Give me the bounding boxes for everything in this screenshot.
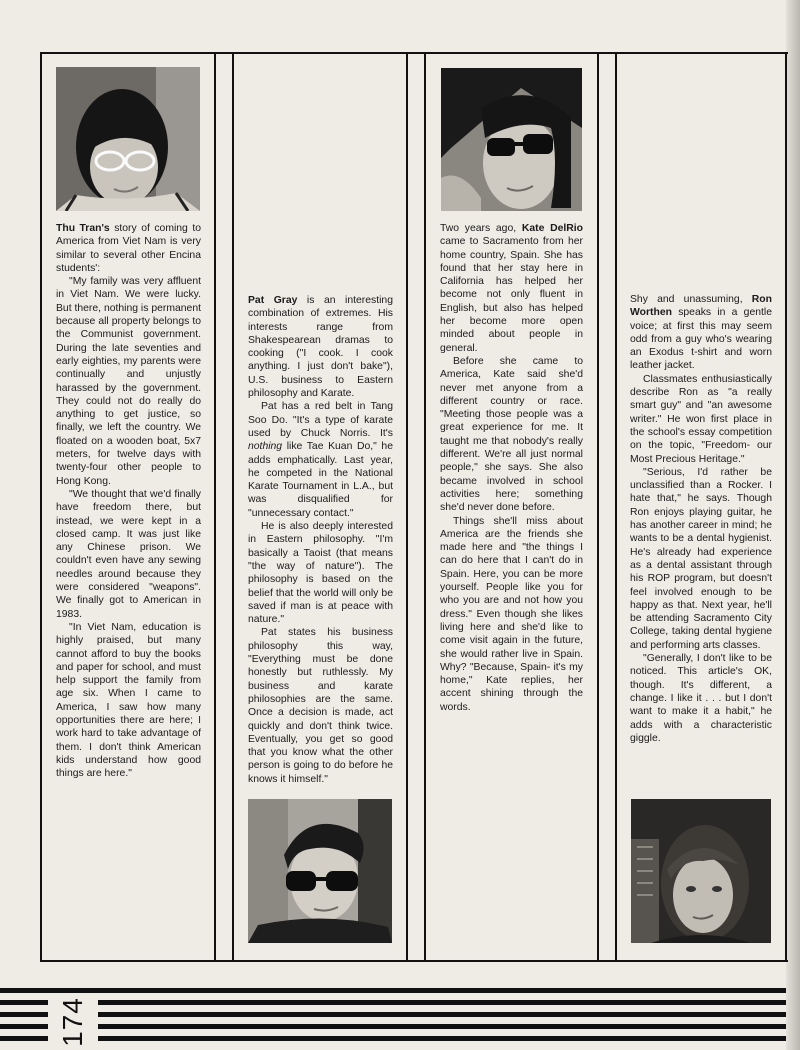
stripe bbox=[0, 1024, 786, 1029]
article-paragraph: He is also deeply interested in Eastern philosophy. "I'm basically a Taoist (that means "the way of nature"). The philosophy is based on the belief that the world will only be saved if man is at peace with nature." bbox=[248, 521, 393, 626]
photo-ron-worthen bbox=[631, 799, 771, 943]
article-paragraph: Things she'll miss about America are the friends she made here and "the things I can do here that I can't do in Spain. Here, you can be more yourself. People like you for who you are and not how you dress." Even though she likes living here and she'd like to come visit again in the future, she would rather live in Spain. Why? "Because, Spain- it's my home," Kate replies, her accent shining through the words. bbox=[440, 515, 583, 713]
article-paragraph: Pat states his business philosophy this way, "Everything must be done honestly but ruthlessly. My business and karate philosophies are the same. Once a decision is made, act quickly and don't think twice. Eventually, you get so good that you know what the other person is going to do before he knows it himself." bbox=[248, 627, 393, 785]
article-paragraph: "In Viet Nam, education is highly praised, but many cannot afford to buy the books and paper for school, and must help support the family from age six. When I came to America, I saw how many opportunities there are here; I work hard to take advantage of them. I don't think American kids understand how good things are here." bbox=[56, 621, 201, 780]
student-name: Ron Worthen bbox=[630, 294, 772, 319]
column-rule bbox=[40, 52, 42, 960]
article-paragraph: "We thought that we'd finally have freedom there, but instead, we were kept in a closed camp. It was just like any Chinese prison. We couldn't even have any sewing needles around because they were considered "weapons". We finally got to American in 1983. bbox=[56, 488, 201, 620]
footer-stripes bbox=[0, 988, 786, 1044]
column-rule bbox=[597, 52, 599, 960]
photo-kate-delrio bbox=[441, 68, 582, 211]
stripe bbox=[0, 988, 786, 993]
photo-pat-gray bbox=[248, 799, 392, 943]
article-kate-delrio bbox=[440, 222, 583, 714]
article-intro: Shy and unassuming, Ron Worthen speaks in a gentle voice; at first this may seem odd from a guy who's wearing an Exodus t-shirt and worn leather jacket. bbox=[630, 294, 772, 372]
column-rule bbox=[214, 52, 216, 960]
page-number: 174 bbox=[48, 1000, 98, 1044]
student-name: Kate DelRio bbox=[521, 223, 583, 234]
stripe bbox=[0, 1012, 786, 1017]
column-rule bbox=[615, 52, 617, 960]
article-intro: Thu Tran's story of coming to America from Viet Nam is very similar to several other Encina students': bbox=[56, 223, 201, 274]
article-intro: Two years ago, Kate DelRio came to Sacramento from her home country, Spain. She has found that her stay here in California has helped her become not only fluent in English, but also has helped her become more open minded about people in general. bbox=[440, 223, 583, 354]
article-paragraph: Pat has a red belt in Tang Soo Do. "It's a type of karate used by Chuck Norris. It's nothing like Tae Kuan Do," he adds emphatically. Last year, he competed in the National Karate Tournament in L.A., but was disqualified for "unnecessary contact." bbox=[248, 401, 393, 519]
column-rule bbox=[424, 52, 426, 960]
photo-thu-tran bbox=[56, 67, 200, 211]
stripe bbox=[0, 1000, 786, 1005]
article-paragraph: Classmates enthusiastically describe Ron as "a really smart guy" and "an awesome writer." He won first place in the school's essay competition on the topic, "Freedom- our Most Precious Heritage." bbox=[630, 373, 772, 465]
article-paragraph: Before she came to America, Kate said she'd never met anyone from a different country or race. "Meeting those people was a great experience for me. It taught me that nobody's really different. We're all just normal people," she says. She also became involved in school activities here; something she'd never done before. bbox=[440, 355, 583, 514]
article-paragraph: "Generally, I don't like to be noticed. This article's OK, though. It's different, a change. I like it . . . but I don't want to make it a habit," he adds with a characteristic giggle. bbox=[630, 653, 772, 744]
article-ron-worthen bbox=[630, 293, 772, 745]
student-name: Thu Tran's bbox=[56, 223, 110, 234]
column-rule bbox=[785, 52, 787, 960]
article-paragraph: "Serious, I'd rather be unclassified than a Rocker. I hate that," he says. Though Ron enjoys playing guitar, he has another career in mind; he wants to be a dental hygienist. He's already had experience as a dental assistant through his ROP program, but doesn't feel involved enough to be happy as that. Next year, he'll be attending Sacramento City College, taking dental hygiene and performing arts classes. bbox=[630, 466, 772, 651]
article-intro: Pat Gray is an interesting combination of extremes. His interests range from Shakespearean dramas to cooking ("I cook. I cook anything. I just don't bake"), U.S. business to Eastern philosophy and Karate. bbox=[248, 295, 393, 400]
article-thu-tran bbox=[56, 222, 201, 780]
page-edge-shadow bbox=[786, 0, 800, 1050]
student-name: Pat Gray bbox=[248, 295, 298, 306]
column-rule bbox=[232, 52, 234, 960]
stripe bbox=[0, 1036, 786, 1041]
article-pat-gray bbox=[248, 294, 393, 786]
article-paragraph: "My family was very affluent in Viet Nam. We were lucky. But there, nothing is permanent because all property belongs to the Communist government. During the late seventies and early eighties, my parents were continually and unjustly harassed by the government. They could not do really do anything to get justice, so finally, we left the country. We floated on a wooden boat, 5x7 meters, for twelve days with twenty-four other people to Hong Kong. bbox=[56, 276, 201, 487]
column-rule bbox=[406, 52, 408, 960]
